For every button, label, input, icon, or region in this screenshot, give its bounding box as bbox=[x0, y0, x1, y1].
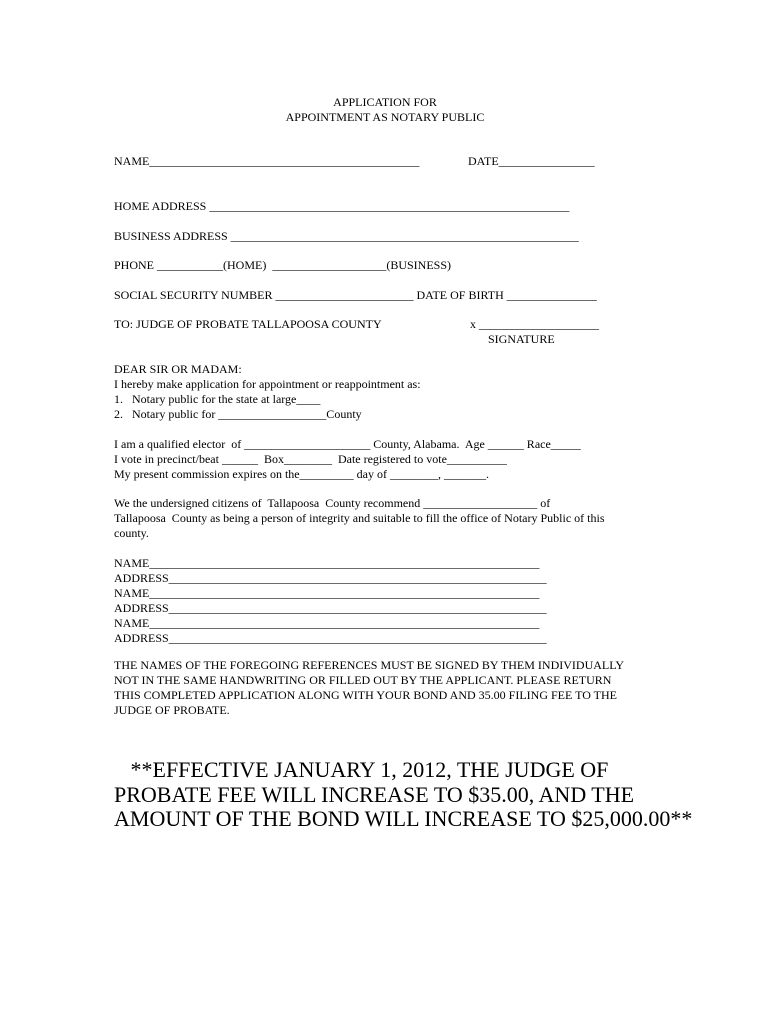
name-field[interactable]: NAME_____________________________________________ bbox=[114, 154, 420, 168]
business-address-field[interactable]: BUSINESS ADDRESS __________________________________________________________ bbox=[114, 229, 579, 243]
signature-label: SIGNATURE bbox=[488, 332, 555, 346]
recommendation-line2: Tallapoosa County as being a person of integrity and suitable to fill the office of Notary Public of this bbox=[114, 511, 605, 525]
signature-field[interactable]: x ____________________ bbox=[470, 317, 599, 331]
option-county[interactable]: 2. Notary public for __________________County bbox=[114, 407, 362, 421]
fee-notice-line3: AMOUNT OF THE BOND WILL INCREASE TO $25,000.00** bbox=[114, 806, 693, 831]
elector-line[interactable]: I am a qualified elector of _____________________ County, Alabama. Age ______ Race_____ bbox=[114, 437, 581, 451]
instructions-line1: THE NAMES OF THE FOREGOING REFERENCES MUST BE SIGNED BY THEM INDIVIDUALLY bbox=[114, 658, 625, 672]
reference-address-field[interactable]: ADDRESS_______________________________________________________________ bbox=[114, 601, 547, 615]
fee-notice-line1: **EFFECTIVE JANUARY 1, 2012, THE JUDGE OF bbox=[114, 757, 609, 782]
phone-field[interactable]: PHONE ___________(HOME) ___________________(BUSINESS) bbox=[114, 258, 452, 272]
application-intro: I hereby make application for appointment or reappointment as: bbox=[114, 377, 421, 391]
option-state-at-large[interactable]: 1. Notary public for the state at large____ bbox=[114, 392, 321, 406]
instructions-line4: JUDGE OF PROBATE. bbox=[114, 703, 230, 717]
instructions-line3: THIS COMPLETED APPLICATION ALONG WITH YOUR BOND AND 35.00 FILING FEE TO THE bbox=[114, 688, 618, 702]
fee-notice-line2: PROBATE FEE WILL INCREASE TO $35.00, AND THE bbox=[114, 782, 635, 807]
reference-address-field[interactable]: ADDRESS_______________________________________________________________ bbox=[114, 631, 547, 645]
recommendation-line1[interactable]: We the undersigned citizens of Tallapoosa County recommend ___________________ of bbox=[114, 496, 551, 510]
instructions-line2: NOT IN THE SAME HANDWRITING OR FILLED OUT BY THE APPLICANT. PLEASE RETURN bbox=[114, 673, 612, 687]
reference-name-field[interactable]: NAME_________________________________________________________________ bbox=[114, 556, 540, 570]
salutation: DEAR SIR OR MADAM: bbox=[114, 362, 242, 376]
reference-name-field[interactable]: NAME_________________________________________________________________ bbox=[114, 586, 540, 600]
to-judge-line: TO: JUDGE OF PROBATE TALLAPOOSA COUNTY bbox=[114, 317, 382, 331]
date-field[interactable]: DATE________________ bbox=[468, 154, 595, 168]
precinct-line[interactable]: I vote in precinct/beat ______ Box________ Date registered to vote__________ bbox=[114, 452, 507, 466]
reference-address-field[interactable]: ADDRESS_______________________________________________________________ bbox=[114, 571, 547, 585]
form-title-line1: APPLICATION FOR bbox=[333, 95, 437, 109]
commission-line[interactable]: My present commission expires on the_________ day of ________, _______. bbox=[114, 467, 489, 481]
home-address-field[interactable]: HOME ADDRESS ____________________________________________________________ bbox=[114, 199, 570, 213]
reference-name-field[interactable]: NAME_________________________________________________________________ bbox=[114, 616, 540, 630]
ssn-dob-field[interactable]: SOCIAL SECURITY NUMBER _______________________ DATE OF BIRTH _______________ bbox=[114, 288, 597, 302]
recommendation-line3: county. bbox=[114, 526, 149, 540]
form-title-line2: APPOINTMENT AS NOTARY PUBLIC bbox=[285, 110, 485, 124]
